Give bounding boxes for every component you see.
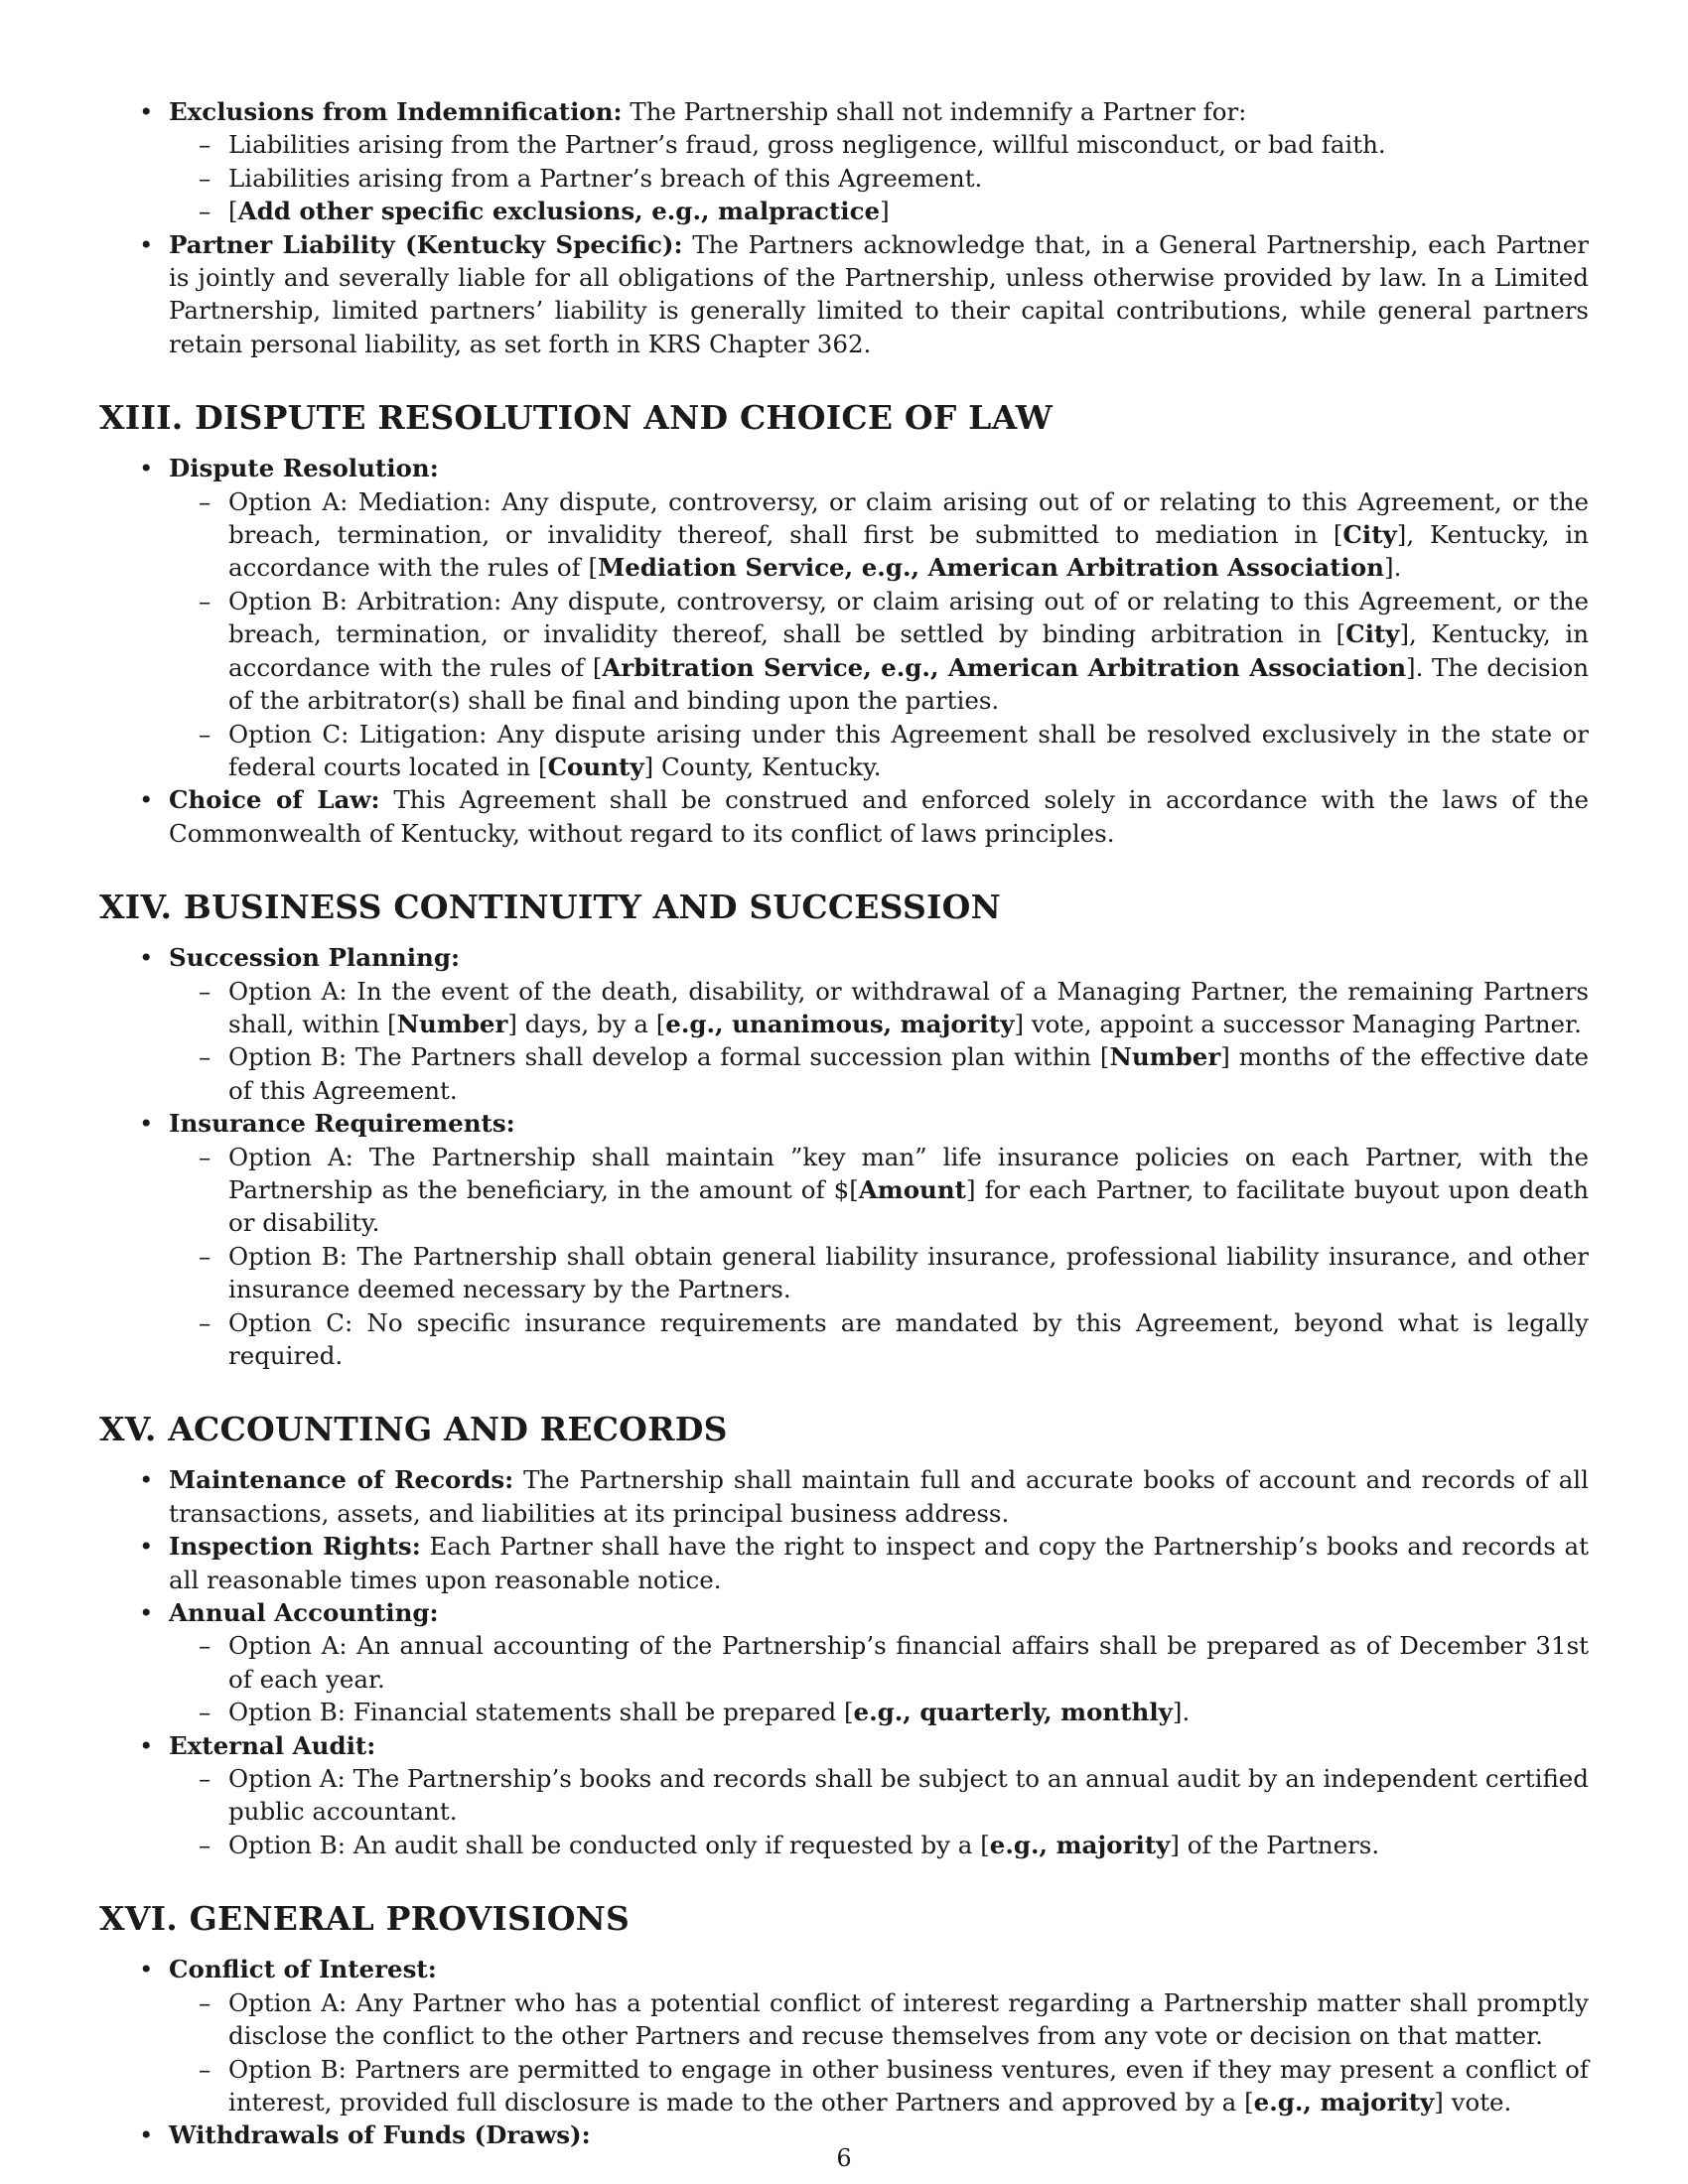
partner-liability-label: Partner Liability (Kentucky Specific): <box>169 229 683 259</box>
placeholder-county: County <box>547 751 644 781</box>
option-text: Option A: Mediation: Any dispute, controversy, or claim arising out of or relating to this Agreement, or the breach, termination, or invalidity thereof, shall first be submitted to mediation in <box>228 486 1589 550</box>
insurance-options <box>169 1141 1589 1373</box>
option-litigation: – Option C: Litigation: Any dispute arising under this Agreement shall be resolved exclusively in the state or federal courts located in [County] County, Kentucky. <box>169 718 1589 784</box>
option-annual-b: – Option B: Financial statements shall be prepared [e.g., quarterly, monthly]. <box>169 1696 1589 1728</box>
option-text: , Kentucky, in accordance with the rules of <box>228 520 1589 583</box>
list-item-placeholder: – [Add other specific exclusions, e.g., malpractice] <box>169 195 1589 227</box>
withdrawals-label: Withdrawals of Funds (Draws): <box>169 2120 591 2150</box>
list-item: – Liabilities arising from a Partner’s breach of this Agreement. <box>169 162 1589 195</box>
option-mediation: – Option A: Mediation: Any dispute, controversy, or claim arising out of or relating to this Agreement, or the breach, termination, or invalidity thereof, shall first be submitted to mediation in [City], Kentucky, in accordance with the rules of [Mediation Service, e.g., American Arbitration Association]. <box>169 485 1589 585</box>
option-text: days, by a <box>516 1009 656 1038</box>
placeholder-number: Number <box>1109 1042 1221 1072</box>
succession-planning-label: Succession Planning: <box>169 943 461 973</box>
inspection-label: Inspection Rights: <box>169 1532 421 1562</box>
option-insurance-b: – Option B: The Partnership shall obtain general liability insurance, professional liability insurance, and other insurance deemed necessary by the Partners. <box>169 1240 1589 1306</box>
option-audit-a: – Option A: The Partnership’s books and records shall be subject to an annual audit by an independent certified public accountant. <box>169 1762 1589 1829</box>
placeholder-frequency: e.g., quarterly, monthly <box>853 1698 1173 1727</box>
option-text: vote, appoint a successor Managing Partner. <box>1024 1009 1582 1038</box>
option-text: vote. <box>1443 2087 1512 2116</box>
list-item-inspection-rights <box>99 1530 1589 1596</box>
choice-of-law-text: This Agreement shall be construed and enforced solely in accordance with the laws of the Commonwealth of Kentucky, without regard to its conflict of laws principles. <box>169 785 1589 848</box>
partner-liability-text: The Partners acknowledge that, in a General Partnership, each Partner is jointly and severally liable for all obligations of the Partnership, unless otherwise provided by law. In a Limited Partnership, limited partners’ liability is generally limited to their capital contributions, while general partners retain personal liability, as set forth in KRS Chapter 362. <box>169 229 1589 358</box>
option-text: Option A: The Partnership shall maintain ”key man” life insurance policies on each Partner, with the Partnership as the beneficiary, in the amount of $ <box>228 1142 1589 1204</box>
option-succession-a: – Option A: In the event of the death, disability, or withdrawal of a Managing Partner, the remaining Partners shall, within [Number] days, by a [e.g., unanimous, majority] vote, appoint a successor Managing Partner. <box>169 975 1589 1041</box>
section-xiii-list <box>99 452 1589 850</box>
list-item-choice-of-law <box>99 783 1589 850</box>
section-heading-xvi: XVI. GENERAL PROVISIONS <box>99 1899 631 1939</box>
maintenance-label: Maintenance of Records: <box>169 1465 514 1495</box>
list-item-conflict-of-interest <box>99 1953 1589 2118</box>
exclusions-text: The Partnership shall not indemnify a Partner for: <box>622 97 1247 126</box>
option-succession-b: – Option B: The Partners shall develop a formal succession plan within [Number] months of the effective date of this Agreement. <box>169 1040 1589 1107</box>
indemnification-list <box>99 95 1589 360</box>
option-text: . <box>1182 1698 1191 1727</box>
placeholder-text: Add other specific exclusions, e.g., malpractice <box>237 197 881 226</box>
option-text: Option A: In the event of the death, disability, or withdrawal of a Managing Partner, the remaining Partners shall, within <box>228 976 1589 1038</box>
section-heading-xiv: XIV. BUSINESS CONTINUITY AND SUCCESSION <box>99 887 1001 927</box>
option-conflict-b: – Option B: Partners are permitted to engage in other business ventures, even if they may present a conflict of interest, provided full disclosure is made to the other Partners and approved by a [e.g., majority] vote. <box>169 2053 1589 2119</box>
list-item-partner-liability <box>99 228 1589 361</box>
succession-options <box>169 975 1589 1108</box>
external-audit-options <box>169 1762 1589 1861</box>
placeholder-service: Mediation Service, e.g., American Arbitration Association <box>598 553 1384 583</box>
option-insurance-c: – Option C: No specific insurance requirements are mandated by this Agreement, beyond what is legally required. <box>169 1306 1589 1373</box>
dispute-resolution-label: Dispute Resolution: <box>169 454 439 483</box>
option-text: months of the effective date of this Agreement. <box>228 1042 1589 1105</box>
section-xiv-list <box>99 941 1589 1372</box>
option-text: . The decision of the arbitrator(s) shall be final and binding upon the parties. <box>228 652 1589 716</box>
option-arbitration: – Option B: Arbitration: Any dispute, controversy, or claim arising out of or relating to this Agreement, or the breach, termination, or invalidity thereof, shall be settled by binding arbitration in [City], Kentucky, in accordance with the rules of [Arbitration Service, e.g., American Arbitration Association]. The decision of the arbitrator(s) shall be final and binding upon the parties. <box>169 585 1589 718</box>
option-text: Option B: Financial statements shall be prepared <box>228 1698 844 1727</box>
option-text: , Kentucky, in accordance with the rules of <box>228 619 1589 682</box>
list-item-external-audit <box>99 1729 1589 1862</box>
placeholder-city: City <box>1342 520 1397 550</box>
option-insurance-a: – Option A: The Partnership shall maintain ”key man” life insurance policies on each Partner, with the Partnership as the beneficiary, in the amount of $[Amount] for each Partner, to facilitate buyout upon death or disability. <box>169 1141 1589 1240</box>
list-item-annual-accounting <box>99 1596 1589 1729</box>
maintenance-text: The Partnership shall maintain full and accurate books of account and records of all transactions, assets, and liabilities at its principal business address. <box>169 1465 1589 1528</box>
list-item: – Liabilities arising from the Partner’s fraud, gross negligence, willful misconduct, or bad faith. <box>169 128 1589 161</box>
placeholder-amount: Amount <box>858 1174 966 1204</box>
list-item-succession-planning <box>99 941 1589 1107</box>
placeholder-number: Number <box>396 1009 508 1038</box>
option-annual-a: – Option A: An annual accounting of the Partnership’s financial affairs shall be prepared as of December 31st of each year. <box>169 1629 1589 1696</box>
option-text: Option B: Partners are permitted to engage in other business ventures, even if they may present a conflict of interest, provided full disclosure is made to the other Partners and approved by a <box>228 2054 1589 2116</box>
inspection-text: Each Partner shall have the right to inspect and copy the Partnership’s books and records at all reasonable times upon reasonable notice. <box>169 1532 1589 1594</box>
option-text: for each Partner, to facilitate buyout upon death or disability. <box>228 1174 1589 1238</box>
section-xv-list <box>99 1463 1589 1861</box>
section-heading-xv: XV. ACCOUNTING AND RECORDS <box>99 1410 728 1449</box>
placeholder-majority: e.g., majority <box>1253 2087 1435 2116</box>
option-text: of the Partners. <box>1179 1830 1380 1859</box>
exclusions-sublist <box>169 128 1589 227</box>
external-audit-label: External Audit: <box>169 1730 376 1760</box>
placeholder-service: Arbitration Service, e.g., American Arbitration Association <box>602 652 1407 682</box>
list-item-insurance-requirements <box>99 1107 1589 1372</box>
option-text: Option B: An audit shall be conducted only if requested by a <box>228 1830 981 1859</box>
exclusions-label: Exclusions from Indemnification: <box>169 97 623 126</box>
conflict-options <box>169 1986 1589 2119</box>
placeholder-majority: e.g., majority <box>989 1830 1171 1859</box>
option-text: Option B: The Partners shall develop a formal succession plan within <box>228 1042 1100 1072</box>
document-page <box>99 95 1589 2152</box>
annual-accounting-options <box>169 1629 1589 1728</box>
list-item-dispute-resolution <box>99 452 1589 783</box>
choice-of-law-label: Choice of Law: <box>169 785 380 815</box>
section-heading-xiii: XIII. DISPUTE RESOLUTION AND CHOICE OF LAW <box>99 398 1053 438</box>
conflict-of-interest-label: Conflict of Interest: <box>169 1955 437 1984</box>
option-conflict-a: – Option A: Any Partner who has a potential conflict of interest regarding a Partnership matter shall promptly disclose the conflict to the other Partners and recuse themselves from any vote or decision on that matter. <box>169 1986 1589 2053</box>
option-audit-b: – Option B: An audit shall be conducted only if requested by a [e.g., majority] of the Partners. <box>169 1829 1589 1861</box>
option-text: County, Kentucky. <box>653 751 882 781</box>
placeholder-vote: e.g., unanimous, majority <box>665 1009 1015 1038</box>
section-xvi-list <box>99 1953 1589 2151</box>
dispute-options <box>169 485 1589 784</box>
annual-accounting-label: Annual Accounting: <box>169 1598 439 1628</box>
list-item-exclusions <box>99 95 1589 228</box>
list-item-maintenance-of-records <box>99 1463 1589 1530</box>
page-number: 6 <box>836 2144 852 2172</box>
option-text: . <box>1393 553 1402 583</box>
insurance-requirements-label: Insurance Requirements: <box>169 1109 515 1139</box>
option-text: Option C: Litigation: Any dispute arising under this Agreement shall be resolved exclusively in the state or federal courts located in <box>228 719 1589 781</box>
option-text: Option B: Arbitration: Any dispute, controversy, or claim arising out of or relating to this Agreement, or the breach, termination, or invalidity thereof, shall be settled by binding arbitration in <box>228 586 1589 649</box>
placeholder-city: City <box>1345 619 1400 649</box>
